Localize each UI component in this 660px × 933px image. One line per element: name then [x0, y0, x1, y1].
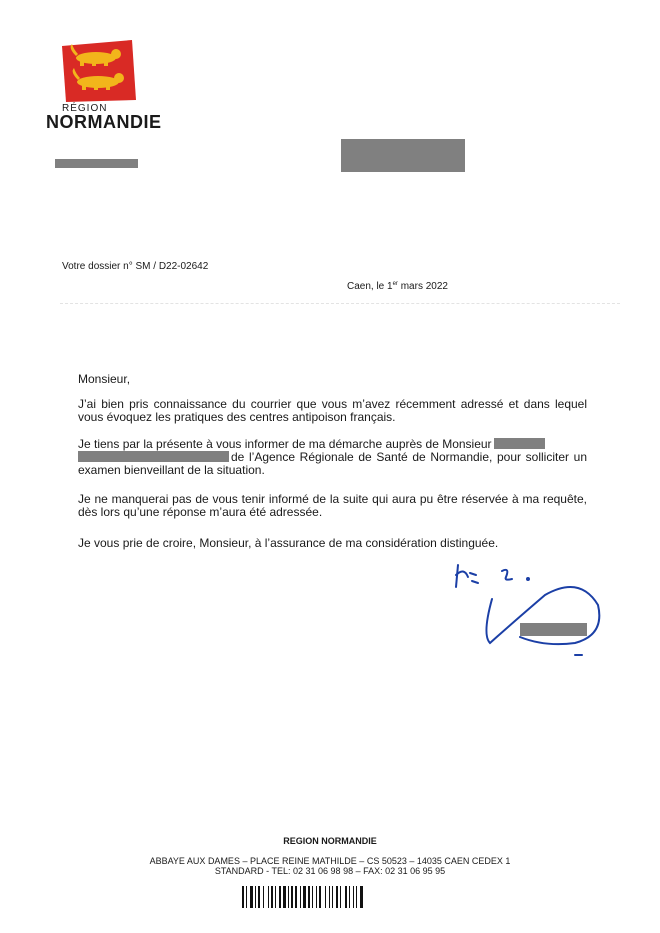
greeting: Monsieur,: [78, 372, 131, 386]
redacted-signatory-name: [520, 623, 587, 636]
paragraph-2-start: Je tiens par la présente à vous informer de ma démarche auprès de Monsieur: [78, 437, 492, 451]
paragraph-4-closing: Je vous prie de croire, Monsieur, à l’assurance de ma considération distinguée.: [78, 536, 499, 550]
footer-organization: REGION NORMANDIE: [283, 836, 377, 846]
handwritten-signature: [450, 555, 610, 665]
logo-region-label: RÉGION: [62, 103, 108, 114]
paragraph-1: J’ai bien pris connaissance du courrier que vous m’avez récemment adressé et dans lequel vous évoquez les pratiques des centres antipoison français.: [78, 397, 587, 424]
dossier-reference: Votre dossier n° SM / D22-02642: [62, 261, 209, 272]
paragraph-2: [78, 438, 587, 477]
logo-normandie-label: NORMANDIE: [46, 112, 162, 132]
redacted-title-inline: [78, 451, 229, 462]
paragraph-2-end: de l’Agence Régionale de Santé de Normandie, pour solliciter un examen bienveillant de la situation.: [78, 450, 587, 477]
letter-date: Caen, le 1er mars 2022: [347, 281, 448, 292]
footer-phone-fax: STANDARD - TEL: 02 31 06 98 98 – FAX: 02 31 06 95 95: [214, 866, 446, 876]
region-normandie-flag-logo: [56, 38, 140, 104]
fold-mark-divider: [60, 303, 620, 304]
redacted-recipient-block: [341, 139, 465, 172]
barcode: [242, 886, 422, 908]
footer-address: ABBAYE AUX DAMES – PLACE REINE MATHILDE – CS 50523 – 14035 CAEN CEDEX 1: [149, 856, 511, 866]
redacted-name-inline: [494, 438, 545, 449]
redacted-sender-block: [55, 159, 138, 168]
footer-address-block: [0, 856, 660, 876]
paragraph-3: Je ne manquerai pas de vous tenir informé de la suite qui aura pu être réservée à ma requête, dès lors qu’une réponse m’aura été adressée.: [78, 492, 587, 519]
